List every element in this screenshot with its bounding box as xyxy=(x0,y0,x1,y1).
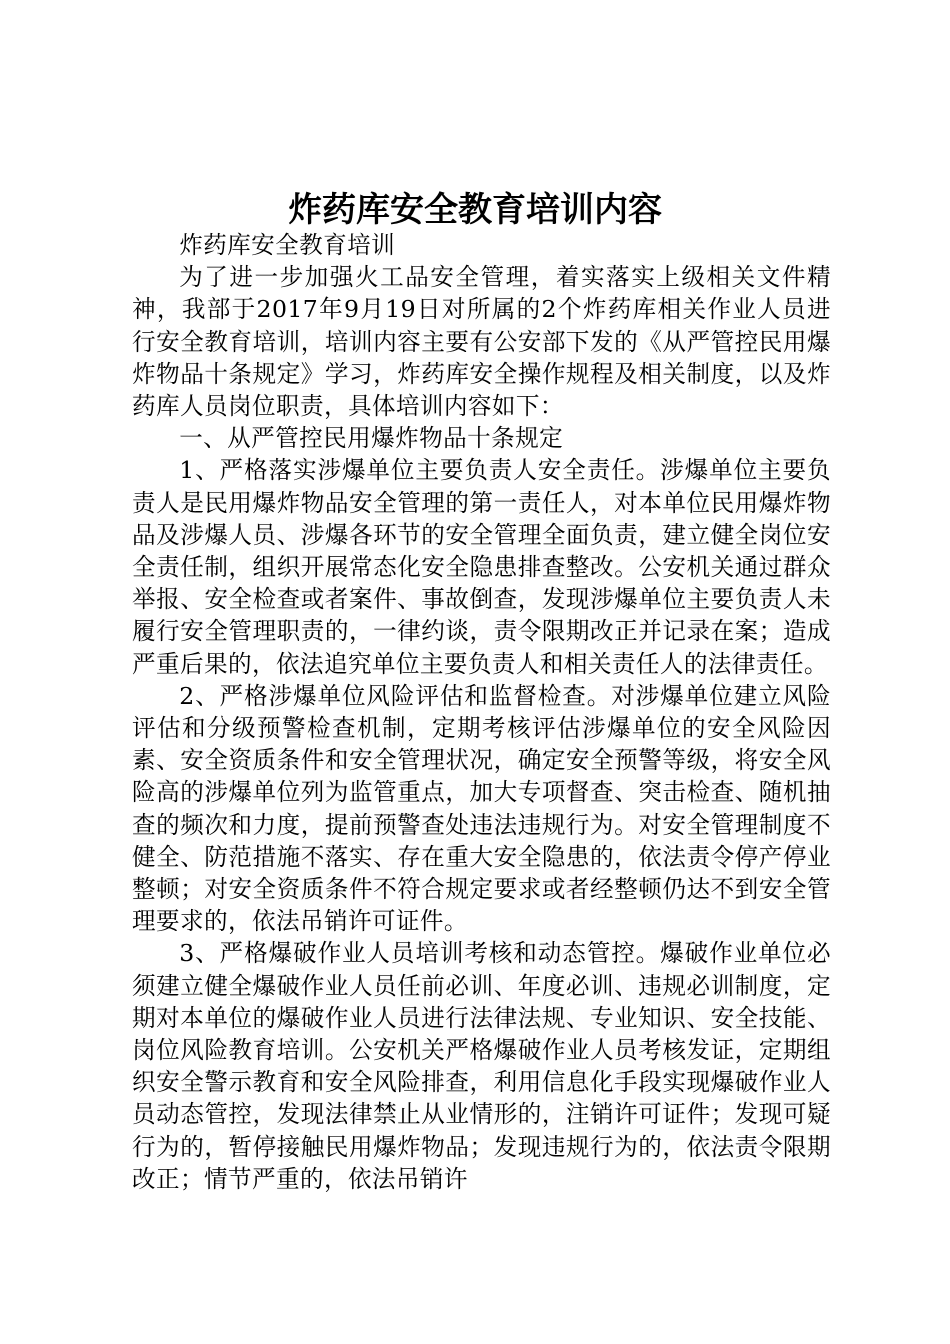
document-body xyxy=(132,229,831,1195)
paragraph-rule-3: 3、严格爆破作业人员培训考核和动态管控。爆破作业单位必须建立健全爆破作业人员任前必训、年度必训、违规必训制度，定期对本单位的爆破作业人员进行法律法规、专业知识、安全技能、岗位风险教育培训。公安机关严格爆破作业人员考核发证，定期组织安全警示教育和安全风险排查，利用信息化手段实现爆破作业人员动态管控，发现法律禁止从业情形的，注销许可证件；发现可疑行为的，暂停接触民用爆炸物品；发现违规行为的，依法责令限期改正；情节严重的，依法吊销许 xyxy=(132,939,831,1193)
section-heading-1: 一、从严管控民用爆炸物品十条规定 xyxy=(179,424,564,453)
paragraph-rule-1: 1、严格落实涉爆单位主要负责人安全责任。涉爆单位主要负责人是民用爆炸物品安全管理的第一责任人，对本单位民用爆炸物品及涉爆人员、涉爆各环节的安全管理全面负责，建立健全岗位安全责任制，组织开展常态化安全隐患排查整改。公安机关通过群众举报、安全检查或者案件、事故倒查，发现涉爆单位主要负责人未履行安全管理职责的，一律约谈，责令限期改正并记录在案；造成严重后果的，依法追究单位主要负责人和相关责任人的法律责任。 xyxy=(132,456,831,678)
document-title: 炸药库安全教育培训内容 xyxy=(288,190,662,230)
paragraph-intro: 为了进一步加强火工品安全管理，着实落实上级相关文件精神，我部于2017年9月19日对所属的2个炸药库相关作业人员进行安全教育培训，培训内容主要有公安部下发的《从严管控民用爆炸物品十条规定》学习，炸药库安全操作规程及相关制度，以及炸药库人员岗位职责，具体培训内容如下： xyxy=(132,263,831,421)
paragraph-subtitle: 炸药库安全教育培训 xyxy=(179,231,396,259)
paragraph-rule-2: 2、严格涉爆单位风险评估和监督检查。对涉爆单位建立风险评估和分级预警检查机制，定期考核评估涉爆单位的安全风险因素、安全资质条件和安全管理状况，确定安全预警等级，将安全风险高的涉爆单位列为监管重点，加大专项督查、突击检查、随机抽查的频次和力度，提前预警查处违法违规行为。对安全管理制度不健全、防范措施不落实、存在重大安全隐患的，依法责令停产停业整顿；对安全资质条件不符合规定要求或者经整顿仍达不到安全管理要求的，依法吊销许可证件。 xyxy=(132,681,831,936)
